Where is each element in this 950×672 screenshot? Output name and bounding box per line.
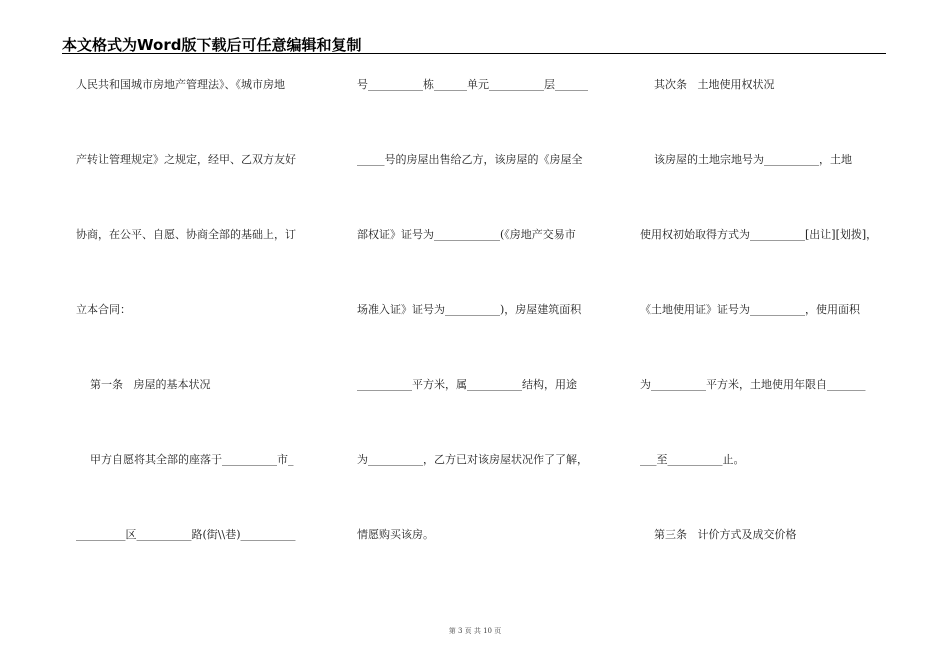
header-divider bbox=[62, 53, 886, 54]
column-2-line-6: 为__________，乙方已对该房屋状况作了了解， bbox=[357, 453, 588, 466]
column-3-line-7: 第三条 计价方式及成交价格 bbox=[640, 528, 797, 541]
column-3-line-5: 为__________平方米，土地使用年限自_______ bbox=[640, 378, 866, 391]
column-2-line-4: 场准入证》证号为__________)，房屋建筑面积 bbox=[357, 303, 582, 316]
column-1-line-4: 立本合同： bbox=[76, 303, 131, 316]
column-2-line-5: __________平方米，属__________结构，用途 bbox=[357, 378, 577, 391]
column-1-line-3: 协商，在公平、自愿、协商全部的基础上，订 bbox=[76, 228, 296, 241]
column-2-line-2: _____号的房屋出售给乙方，该房屋的《房屋全 bbox=[357, 153, 583, 166]
document-header-title: 本文格式为Word版下载后可任意编辑和复制 bbox=[62, 36, 362, 54]
column-1-line-5: 第一条 房屋的基本状况 bbox=[76, 378, 211, 391]
page-number-footer: 第 3 页 共 10 页 bbox=[448, 627, 502, 635]
column-2-line-3: 部权证》证号为____________(《房地产交易市 bbox=[357, 228, 576, 241]
column-3-line-6: ___至__________止。 bbox=[640, 453, 745, 466]
column-2-line-7: 情愿购买该房。 bbox=[357, 528, 434, 541]
column-3-line-3: 使用权初始取得方式为__________[出让][划拨]， bbox=[640, 228, 878, 241]
column-1-line-1: 人民共和国城市房地产管理法》、《城市房地 bbox=[76, 78, 285, 91]
column-3-line-4: 《土地使用证》证号为__________，使用面积 bbox=[640, 303, 860, 316]
column-1-line-7: _________区__________路(街\\巷)__________ bbox=[76, 528, 296, 541]
column-1-line-2: 产转让管理规定》之规定，经甲、乙双方友好 bbox=[76, 153, 296, 166]
column-2-line-1: 号__________栋______单元__________层______ bbox=[357, 78, 588, 91]
column-3-line-1: 其次条 土地使用权状况 bbox=[640, 78, 775, 91]
column-1-line-6: 甲方自愿将其全部的座落于__________市_ bbox=[76, 453, 294, 466]
column-3-line-2: 该房屋的土地宗地号为__________，土地 bbox=[640, 153, 852, 166]
